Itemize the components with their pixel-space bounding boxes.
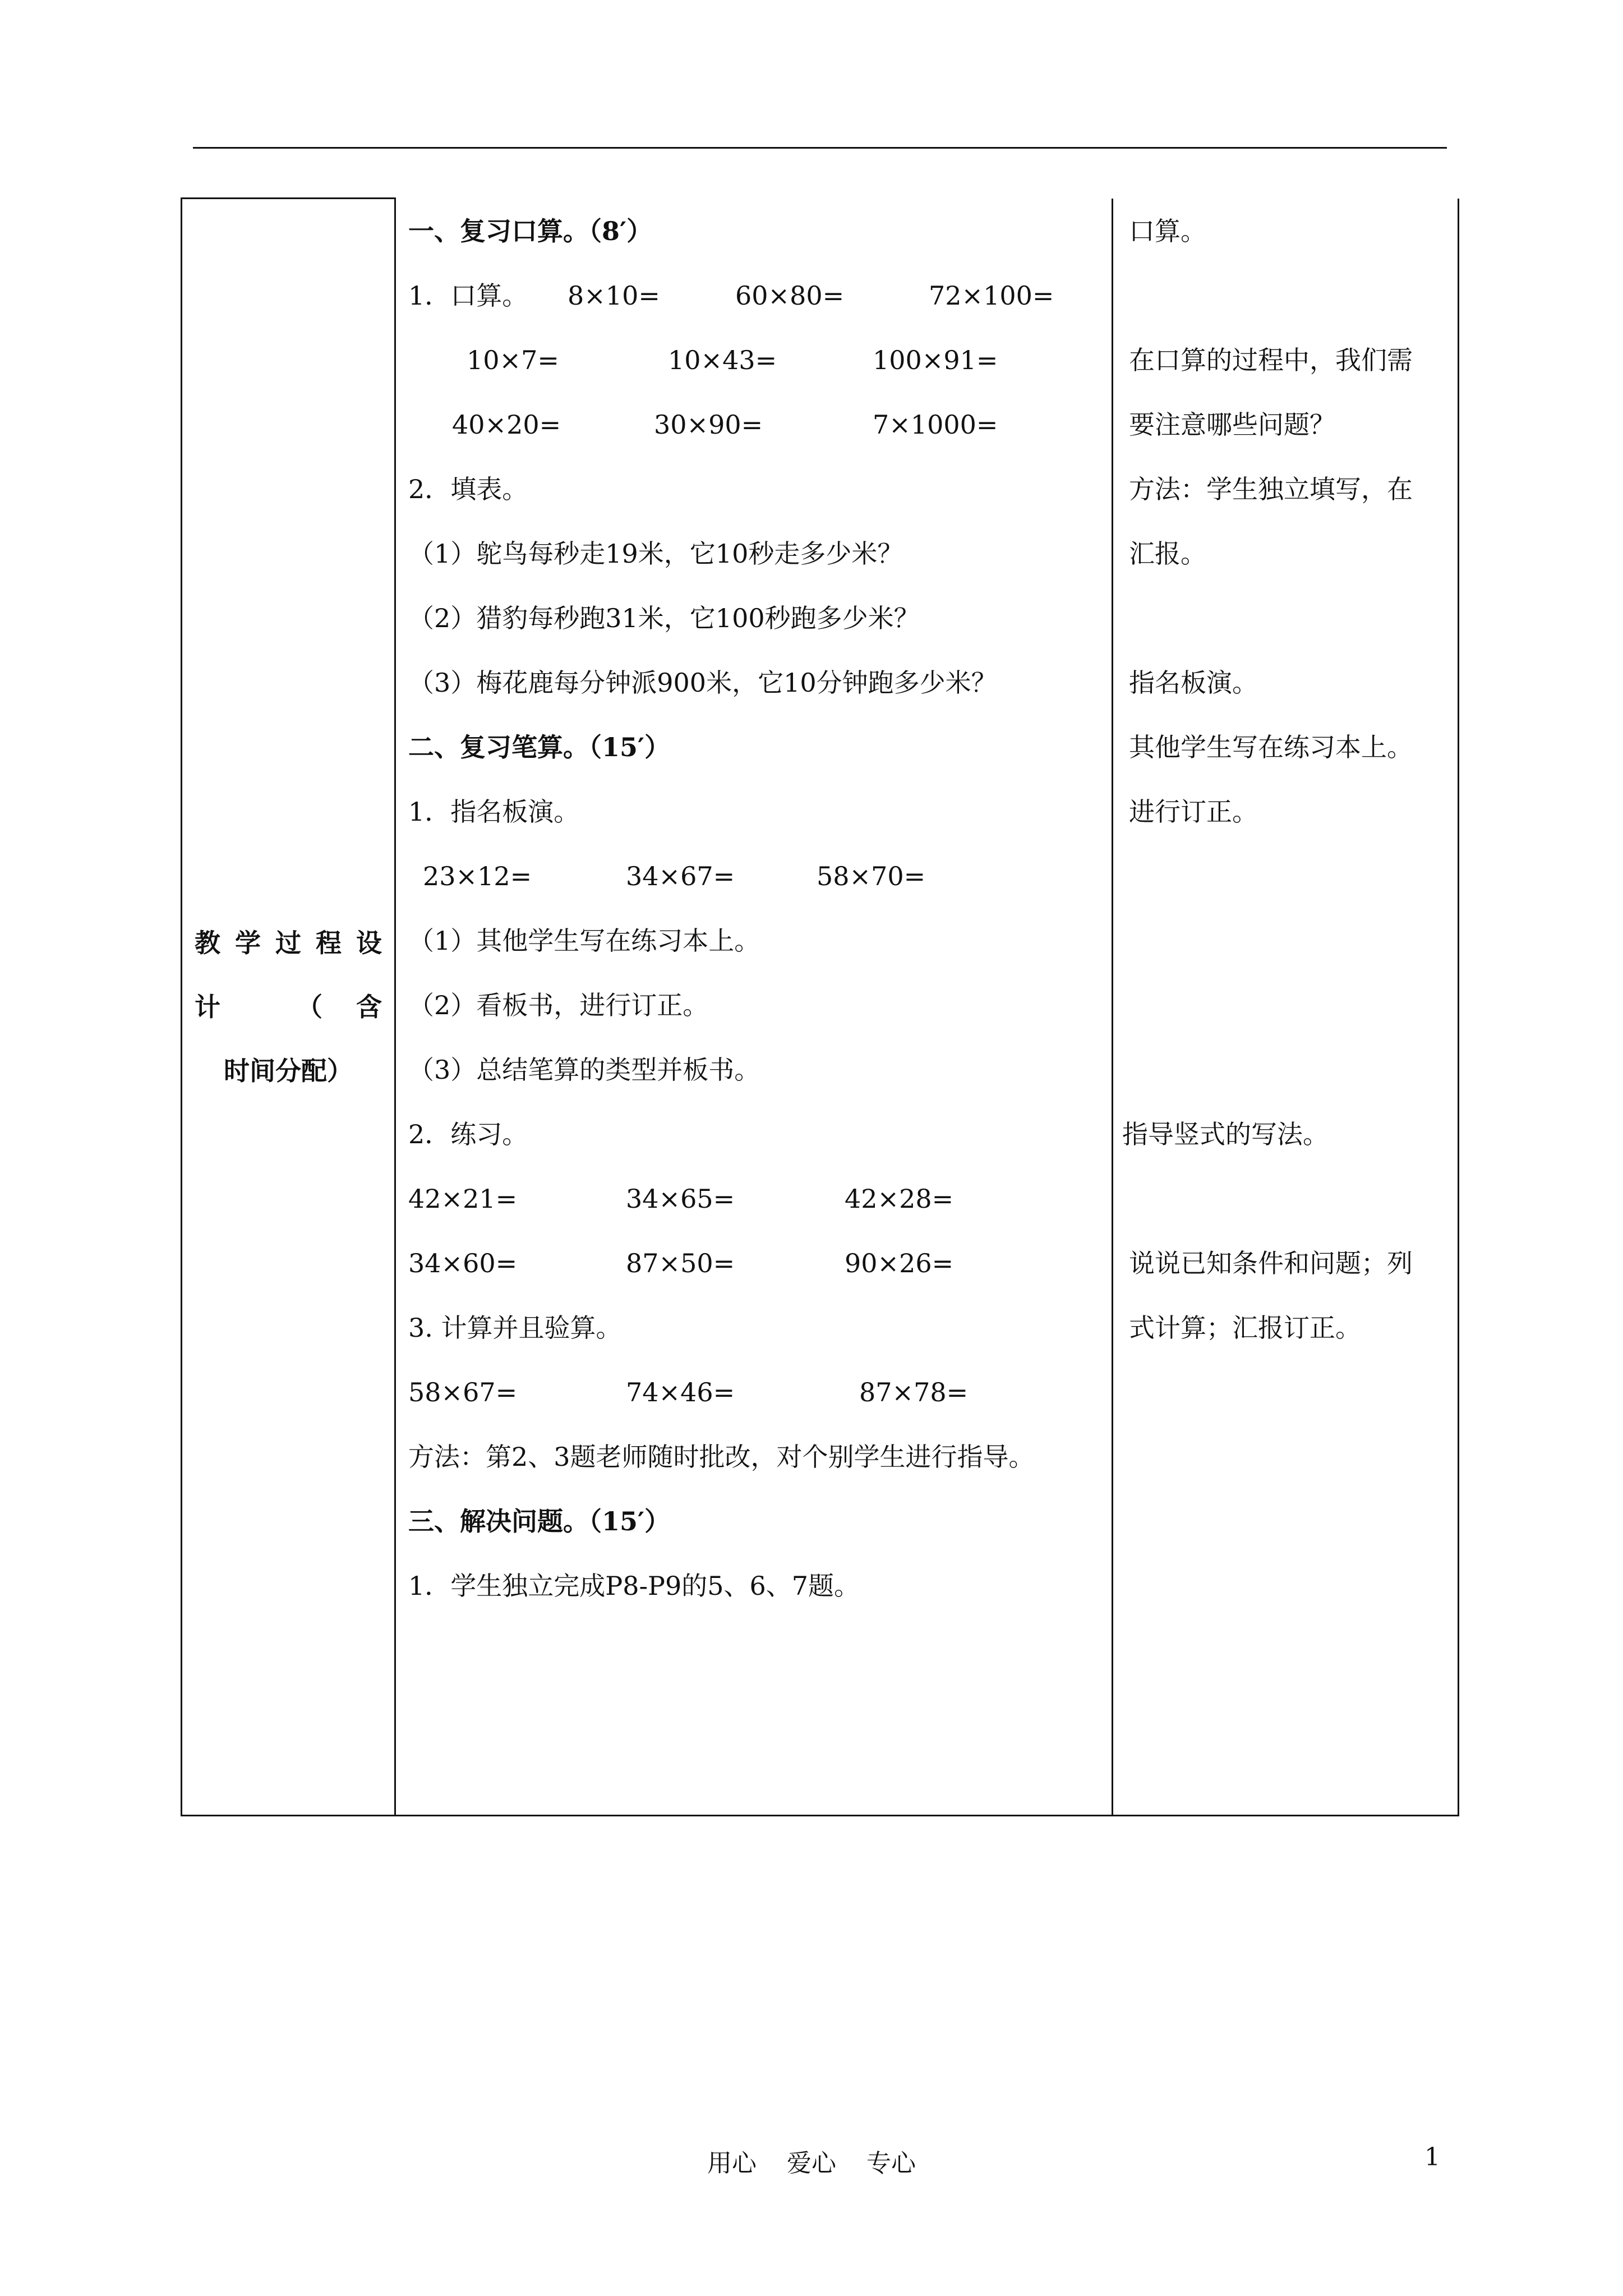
calc-expr: 58×67= bbox=[408, 1377, 518, 1407]
s1-item1-label: 1．口算。 bbox=[408, 280, 528, 311]
note: 指名板演。 bbox=[1129, 667, 1258, 698]
s2-item2: 2．练习。 bbox=[408, 1119, 528, 1149]
note: 其他学生写在练习本上。 bbox=[1129, 731, 1413, 762]
calc-expr: 100×91= bbox=[873, 344, 998, 375]
sub-item: （3）总结笔算的类型并板书。 bbox=[408, 1054, 760, 1085]
s3-item1: 1．学生独立完成P8-P9的5、6、7题。 bbox=[408, 1570, 860, 1601]
lesson-plan-table bbox=[181, 197, 1459, 1816]
footer-motto: 用心 爱心 专心 bbox=[707, 2149, 916, 2178]
calc-expr: 42×21= bbox=[408, 1183, 518, 1214]
page-number: 1 bbox=[1424, 2143, 1440, 2171]
note: 口算。 bbox=[1129, 215, 1206, 246]
question-item: （3）梅花鹿每分钟派900米，它10分钟跑多少米？ bbox=[408, 667, 997, 698]
s2-item3: 3. 计算并且验算。 bbox=[408, 1312, 622, 1343]
row-label bbox=[182, 911, 394, 1103]
row-label-line-2: 计 （含 bbox=[195, 992, 382, 1022]
note: 在口算的过程中，我们需 bbox=[1129, 344, 1413, 375]
s2-item1: 1．指名板演。 bbox=[408, 796, 580, 827]
note: 说说已知条件和问题；列 bbox=[1129, 1248, 1413, 1278]
calc-expr: 74×46= bbox=[626, 1377, 735, 1407]
calc-expr: 34×67= bbox=[626, 861, 735, 891]
calc-expr: 40×20= bbox=[452, 409, 561, 440]
row-label-line-1: 教学过程设 bbox=[195, 928, 382, 958]
note: 式计算；汇报订正。 bbox=[1129, 1312, 1361, 1343]
section-1-title: 一、复习口算。（8′） bbox=[408, 215, 653, 246]
question-item: （2）猎豹每秒跑31米，它100秒跑多少米？ bbox=[408, 602, 920, 633]
calc-expr: 90×26= bbox=[845, 1248, 954, 1278]
row-label-cell bbox=[182, 199, 395, 1816]
calc-expr: 42×28= bbox=[845, 1183, 954, 1214]
calc-expr: 34×60= bbox=[408, 1248, 518, 1278]
calc-expr: 87×50= bbox=[626, 1248, 735, 1278]
section-2-title: 二、复习笔算。（15′） bbox=[408, 731, 671, 762]
calc-expr: 8×10= bbox=[568, 280, 660, 311]
question-item: （1）鸵鸟每秒走19米，它10秒走多少米？ bbox=[408, 538, 903, 569]
calc-expr: 34×65= bbox=[626, 1183, 735, 1214]
note: 进行订正。 bbox=[1129, 796, 1258, 827]
calc-expr: 10×43= bbox=[668, 344, 777, 375]
s2-method: 方法：第2、3题老师随时批改，对个别学生进行指导。 bbox=[408, 1441, 1035, 1472]
note: 方法：学生独立填写，在 bbox=[1129, 473, 1413, 504]
row-label-line-3: 时间分配） bbox=[224, 1056, 353, 1086]
header-rule bbox=[193, 147, 1447, 149]
s1-item2: 2．填表。 bbox=[408, 473, 528, 504]
calc-expr: 23×12= bbox=[423, 861, 532, 891]
calc-expr: 30×90= bbox=[654, 409, 763, 440]
calc-expr: 60×80= bbox=[735, 280, 845, 311]
section-3-title: 三、解决问题。（15′） bbox=[408, 1506, 671, 1536]
calc-expr: 7×1000= bbox=[873, 409, 998, 440]
note: 汇报。 bbox=[1129, 538, 1206, 569]
calc-expr: 58×70= bbox=[817, 861, 926, 891]
calc-expr: 72×100= bbox=[929, 280, 1054, 311]
note: 要注意哪些问题？ bbox=[1129, 409, 1335, 440]
calc-expr: 87×78= bbox=[859, 1377, 969, 1407]
main-content-cell bbox=[395, 199, 1113, 1816]
sub-item: （2）看板书，进行订正。 bbox=[408, 990, 709, 1020]
note: 指导竖式的写法。 bbox=[1122, 1119, 1329, 1149]
notes-cell bbox=[1113, 199, 1459, 1816]
sub-item: （1）其他学生写在练习本上。 bbox=[408, 925, 760, 956]
calc-expr: 10×7= bbox=[467, 344, 559, 375]
